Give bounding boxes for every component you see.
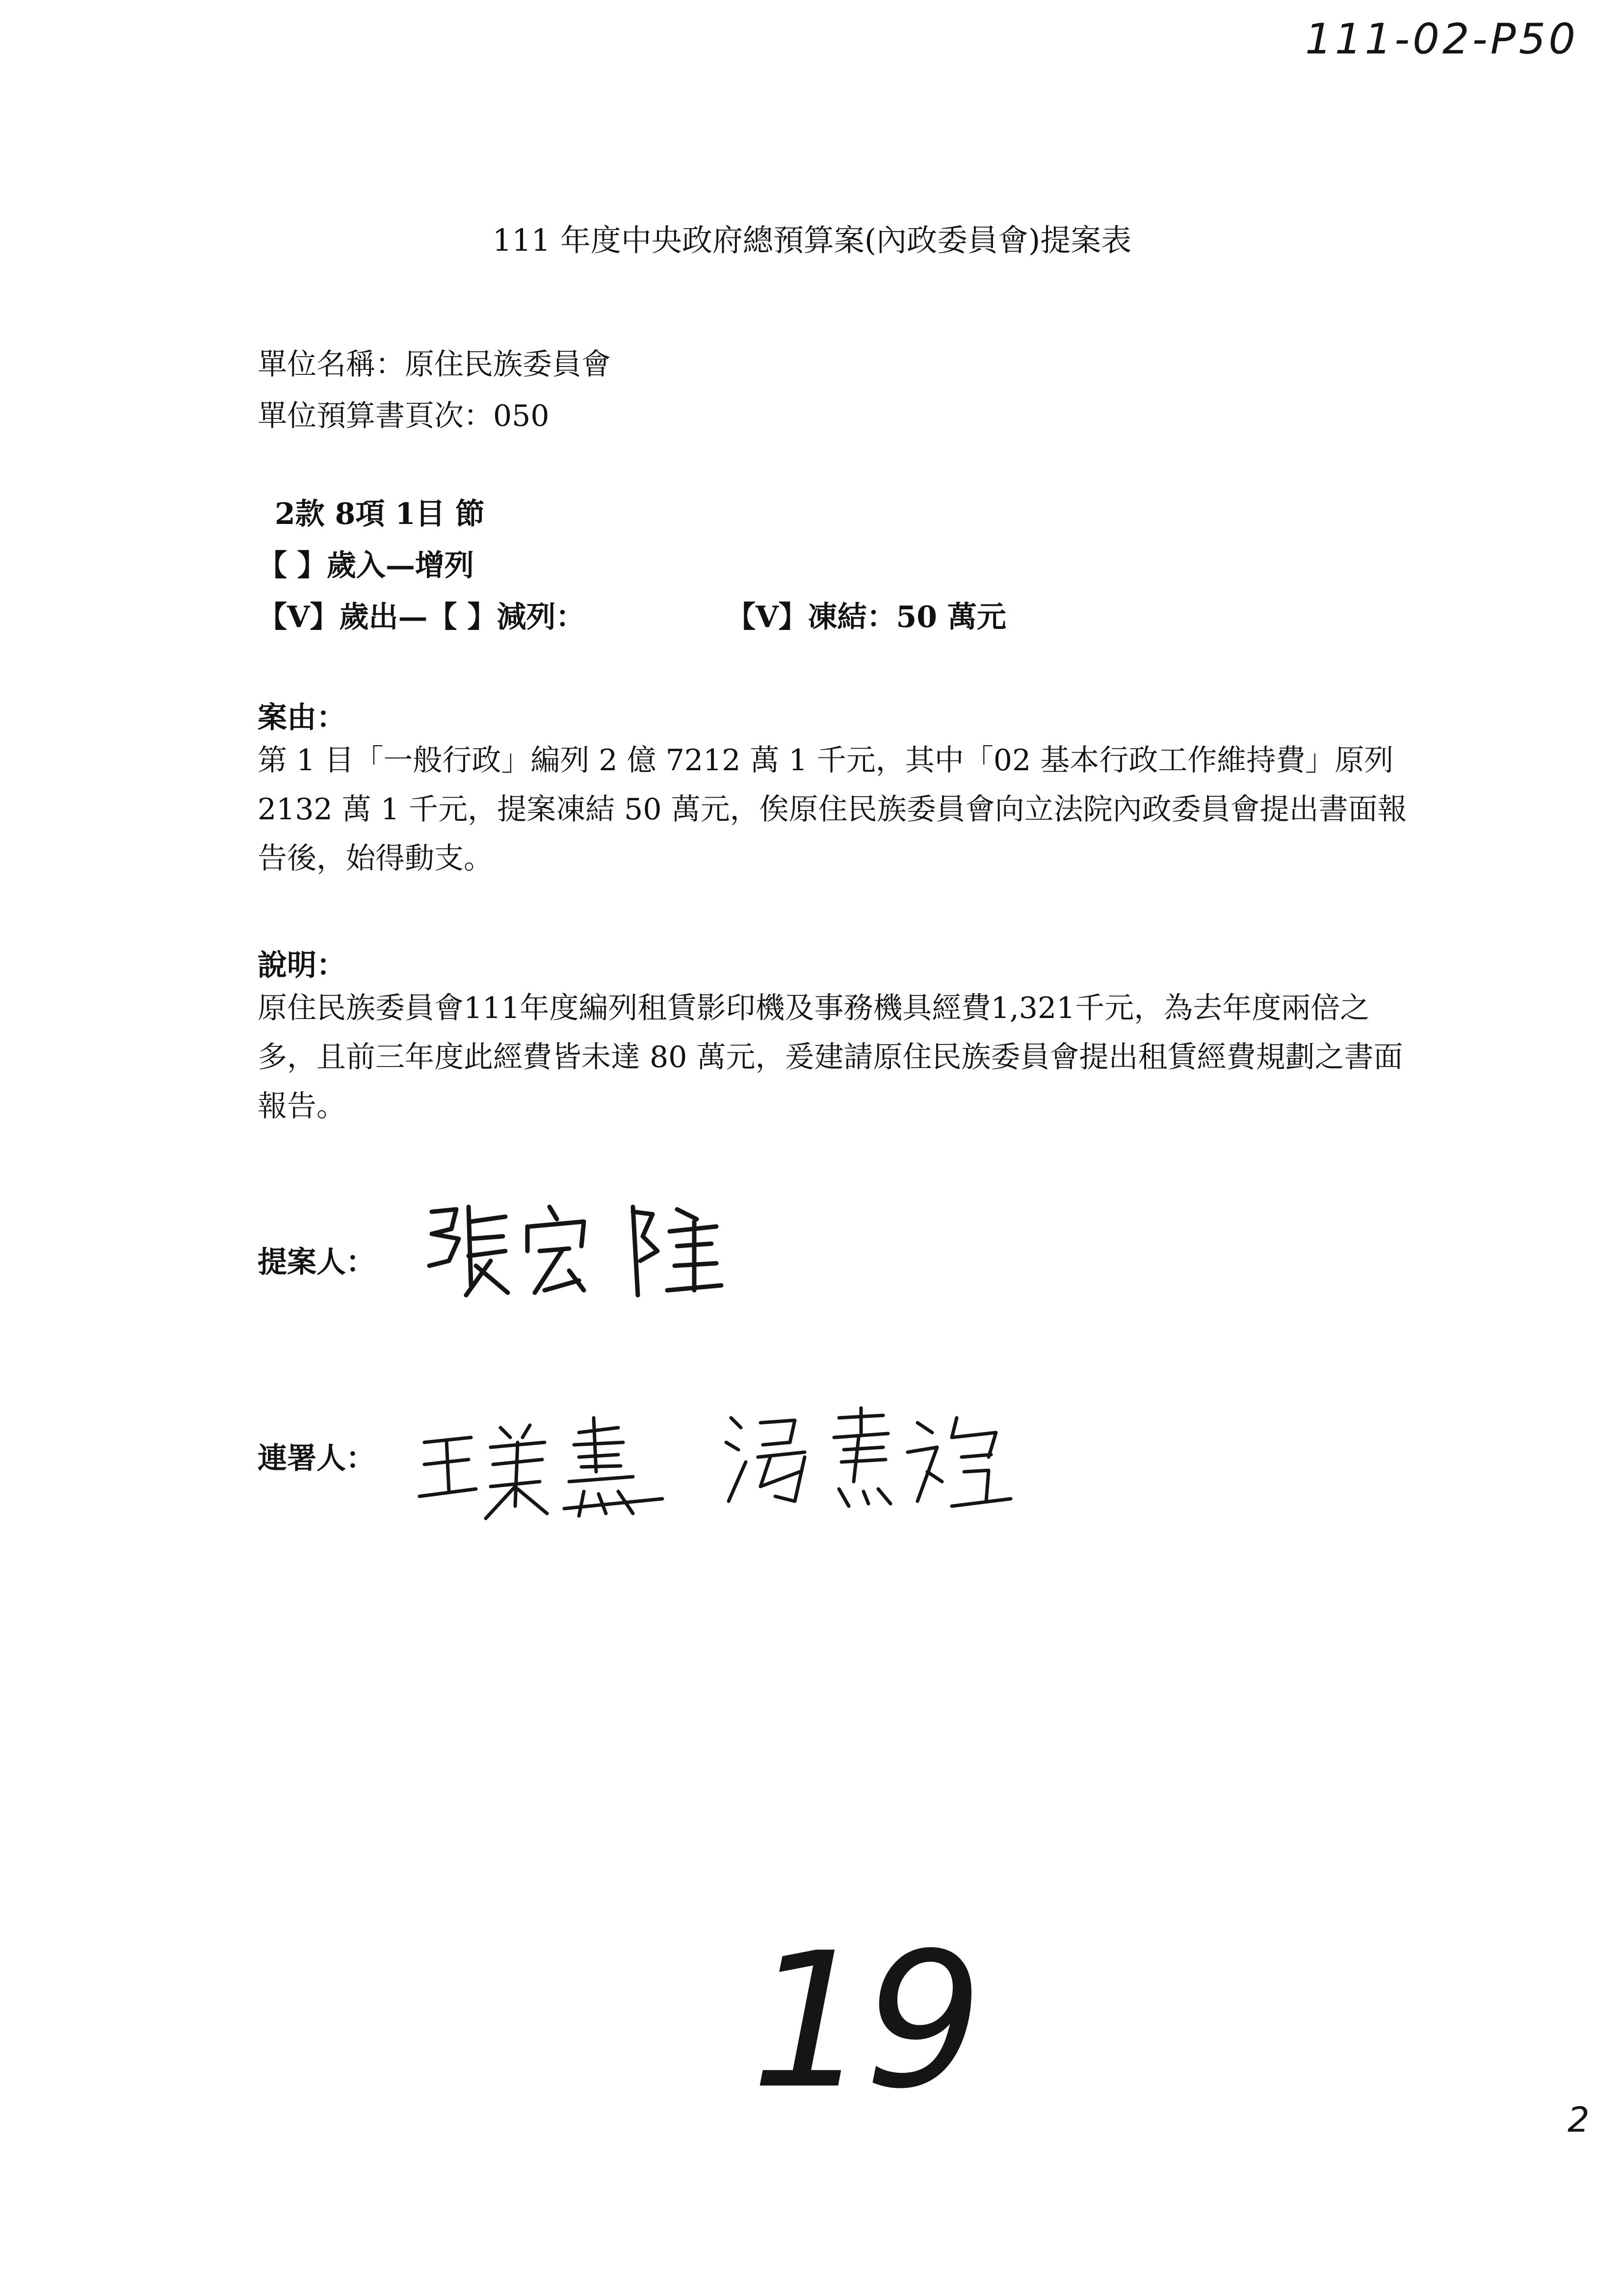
expenditure-freeze-line: 【V】凍結：50 萬元 [726, 600, 1006, 634]
unit-budget-page: 單位預算書頁次：050 [258, 399, 550, 433]
unit-name: 單位名稱：原住民族委員會 [258, 347, 611, 382]
document-title: 111 年度中央政府總預算案(內政委員會)提案表 [492, 222, 1132, 258]
handwritten-page-number: 19 [751, 1912, 978, 2130]
reason-body: 第 1 目「一般行政」編列 2 億 7212 萬 1 千元，其中「02 基本行政工作維持費」原列 2132 萬 1 千元，提案凍結 50 萬元，俟原住民族委員會向立法院內政委員會提出書面報告後，始得動支。 [258, 743, 1407, 876]
proposer-label: 提案人： [258, 1245, 375, 1279]
cosigner-signature-1 [417, 1408, 672, 1526]
revenue-line: 【 】歲入—增列 [258, 548, 474, 583]
explanation-body: 原住民族委員會111年度編列租賃影印機及事務機具經費1,321千元，為去年度兩倍之多，且前三年度此經費皆未達 80 萬元，爰建請原住民族委員會提出租賃經費規劃之書面報告。 [258, 991, 1403, 1123]
signature-strokes-tang [721, 1403, 1025, 1516]
expenditure-reduce-line: 【V】歲出—【 】減列： [258, 600, 585, 634]
signature-strokes-wang [417, 1408, 672, 1526]
explanation-heading: 說明： [258, 948, 346, 983]
budget-section: 2款 8項 1目 節 [275, 497, 485, 531]
cosigner-signature-2 [721, 1403, 1025, 1516]
cosigner-label: 連署人： [258, 1441, 375, 1476]
proposer-signature [422, 1192, 736, 1305]
handwritten-corner-note: 111-02-P50 [1305, 15, 1578, 64]
corner-mark: 2 [1568, 2100, 1590, 2140]
signature-strokes-zhang [422, 1192, 736, 1305]
reason-heading: 案由： [258, 701, 346, 735]
